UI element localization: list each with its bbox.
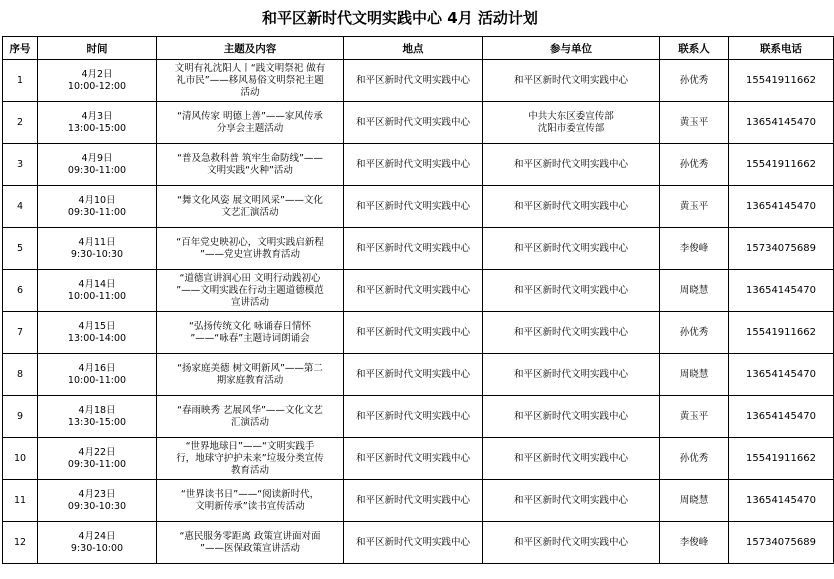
row-place: 和平区新时代文明实践中心 <box>344 270 483 312</box>
header-phone: 联系电话 <box>729 37 834 60</box>
row-date: 4月15日 <box>78 320 116 332</box>
row-units <box>483 186 660 228</box>
row-date: 4月11日 <box>78 236 116 248</box>
row-topic-line: 汇演活动 <box>230 416 269 428</box>
row-time-range: 13:00-15:00 <box>67 122 127 134</box>
row-time-range: 09:30-11:00 <box>67 206 127 218</box>
row-date: 4月23日 <box>78 488 116 500</box>
row-topic-line: 文明实践“火种”活动 <box>207 164 293 176</box>
row-topic <box>157 60 344 102</box>
row-phone: 13654145470 <box>729 186 834 228</box>
header-topic: 主题及内容 <box>157 37 344 60</box>
row-time <box>38 228 157 270</box>
row-unit-line: 沈阳市委宣传部 <box>537 122 605 134</box>
row-phone: 13654145470 <box>729 396 834 438</box>
row-time <box>38 60 157 102</box>
row-contact: 孙优秀 <box>660 60 729 102</box>
row-topic-line: ”——文明实践在行动主题道德模范 <box>176 284 324 296</box>
row-contact: 黄玉平 <box>660 186 729 228</box>
row-topic-line: 活动 <box>240 86 260 98</box>
table-row <box>3 102 834 144</box>
row-phone: 13654145470 <box>729 354 834 396</box>
row-time-range: 9:30-10:30 <box>70 248 124 260</box>
row-date: 4月9日 <box>81 152 113 164</box>
row-time <box>38 270 157 312</box>
header-units: 参与单位 <box>483 37 660 60</box>
row-phone: 15734075689 <box>729 522 834 564</box>
row-topic <box>157 270 344 312</box>
row-date: 4月24日 <box>78 530 116 542</box>
page-title: 和平区新时代文明实践中心 4月 活动计划 <box>262 9 538 27</box>
row-units <box>483 480 660 522</box>
row-time-range: 10:00-11:00 <box>67 374 127 386</box>
row-topic <box>157 228 344 270</box>
table-row <box>3 312 834 354</box>
row-topic-line: ”——“咏春”主题诗词朗诵会 <box>190 332 310 344</box>
row-time-range: 09:30-11:00 <box>67 458 127 470</box>
activity-plan-table <box>2 36 834 564</box>
row-index: 6 <box>3 270 38 312</box>
row-topic-line: 教育活动 <box>230 464 269 476</box>
row-contact: 孙优秀 <box>660 144 729 186</box>
row-phone: 13654145470 <box>729 102 834 144</box>
table-row <box>3 186 834 228</box>
row-time-range: 9:30-10:00 <box>70 542 124 554</box>
row-topic-line: “清风传家 明德上善”——家风传承 <box>177 110 323 122</box>
row-units <box>483 354 660 396</box>
row-contact: 周晓慧 <box>660 354 729 396</box>
row-place: 和平区新时代文明实践中心 <box>344 228 483 270</box>
row-contact: 李俊峰 <box>660 228 729 270</box>
row-topic-line: 礼市民”——移风易俗文明祭祀主题 <box>176 74 324 86</box>
row-contact: 李俊峰 <box>660 522 729 564</box>
row-topic <box>157 144 344 186</box>
row-phone: 13654145470 <box>729 480 834 522</box>
row-topic-line: “弘扬传统文化 咏诵春日情怀 <box>189 320 311 332</box>
row-place: 和平区新时代文明实践中心 <box>344 312 483 354</box>
row-time <box>38 102 157 144</box>
row-contact: 孙优秀 <box>660 312 729 354</box>
table-row <box>3 354 834 396</box>
row-unit-line: 中共大东区委宣传部 <box>528 110 614 122</box>
row-time-range: 09:30-10:30 <box>67 500 127 512</box>
row-time-range: 13:00-14:00 <box>67 332 127 344</box>
row-date: 4月10日 <box>78 194 116 206</box>
row-units <box>483 396 660 438</box>
row-date: 4月2日 <box>81 68 113 80</box>
row-topic-line: 分享会主题活动 <box>216 122 284 134</box>
row-phone: 15541911662 <box>729 438 834 480</box>
header-contact: 联系人 <box>660 37 729 60</box>
table-row <box>3 144 834 186</box>
table-row <box>3 270 834 312</box>
row-date: 4月18日 <box>78 404 116 416</box>
row-place: 和平区新时代文明实践中心 <box>344 480 483 522</box>
table-row <box>3 480 834 522</box>
row-unit-line: 和平区新时代文明实践中心 <box>513 326 628 338</box>
header-index: 序号 <box>3 37 38 60</box>
row-topic-line: “舞文化风姿 展文明风采”——文化 <box>177 194 323 206</box>
row-date: 4月3日 <box>81 110 113 122</box>
row-topic <box>157 312 344 354</box>
row-time-range: 09:30-11:00 <box>67 164 127 176</box>
row-phone: 15541911662 <box>729 144 834 186</box>
row-topic-line: “春雨映秀 艺展风华”——文化文艺 <box>177 404 323 416</box>
row-topic-line: 文明有礼沈阳人丨“践文明祭祀 做有 <box>174 62 326 74</box>
row-topic-line: ”——党史宣讲教育活动 <box>200 248 300 260</box>
row-time <box>38 312 157 354</box>
row-unit-line: 和平区新时代文明实践中心 <box>513 368 628 380</box>
row-topic-line: ”——医保政策宣讲活动 <box>200 542 300 554</box>
row-time <box>38 144 157 186</box>
row-topic <box>157 480 344 522</box>
row-index: 4 <box>3 186 38 228</box>
row-index: 11 <box>3 480 38 522</box>
row-place: 和平区新时代文明实践中心 <box>344 186 483 228</box>
table-row <box>3 438 834 480</box>
row-unit-line: 和平区新时代文明实践中心 <box>513 494 628 506</box>
row-topic <box>157 396 344 438</box>
row-units <box>483 438 660 480</box>
table-row <box>3 522 834 564</box>
row-index: 10 <box>3 438 38 480</box>
row-place: 和平区新时代文明实践中心 <box>344 144 483 186</box>
header-time: 时间 <box>38 37 157 60</box>
row-topic-line: “普及急救科普 筑牢生命防线”—— <box>177 152 323 164</box>
row-contact: 周晓慧 <box>660 480 729 522</box>
row-units <box>483 522 660 564</box>
table-row <box>3 60 834 102</box>
row-place: 和平区新时代文明实践中心 <box>344 102 483 144</box>
row-units <box>483 144 660 186</box>
row-phone: 15541911662 <box>729 312 834 354</box>
row-topic-line: 宣讲活动 <box>230 296 269 308</box>
row-phone: 13654145470 <box>729 270 834 312</box>
row-units <box>483 228 660 270</box>
table-row <box>3 396 834 438</box>
row-unit-line: 和平区新时代文明实践中心 <box>513 74 628 86</box>
row-topic-line: 文明新传承”读书宣传活动 <box>195 500 305 512</box>
row-time <box>38 354 157 396</box>
row-time-range: 13:30-15:00 <box>67 416 127 428</box>
row-topic-line: “扬家庭美德 树文明新风”——第二 <box>177 362 323 374</box>
row-time <box>38 396 157 438</box>
row-place: 和平区新时代文明实践中心 <box>344 396 483 438</box>
row-topic-line: 文艺汇演活动 <box>221 206 279 218</box>
row-units <box>483 60 660 102</box>
row-topic <box>157 438 344 480</box>
row-time <box>38 438 157 480</box>
row-topic-line: “惠民服务零距离 政策宣讲面对面 <box>179 530 321 542</box>
row-time <box>38 522 157 564</box>
row-place: 和平区新时代文明实践中心 <box>344 522 483 564</box>
row-index: 8 <box>3 354 38 396</box>
row-unit-line: 和平区新时代文明实践中心 <box>513 200 628 212</box>
row-place: 和平区新时代文明实践中心 <box>344 438 483 480</box>
row-contact: 周晓慧 <box>660 270 729 312</box>
row-topic-line: “百年党史映初心，文明实践启新程 <box>176 236 324 248</box>
row-index: 3 <box>3 144 38 186</box>
row-topic <box>157 102 344 144</box>
row-units <box>483 102 660 144</box>
row-index: 12 <box>3 522 38 564</box>
row-date: 4月16日 <box>78 362 116 374</box>
row-phone: 15541911662 <box>729 60 834 102</box>
row-unit-line: 和平区新时代文明实践中心 <box>513 158 628 170</box>
table-row <box>3 228 834 270</box>
row-topic-line: “世界地球日”——“文明实践手 <box>185 440 315 452</box>
row-topic <box>157 354 344 396</box>
row-time <box>38 480 157 522</box>
row-unit-line: 和平区新时代文明实践中心 <box>513 242 628 254</box>
row-topic <box>157 186 344 228</box>
row-units <box>483 312 660 354</box>
row-time <box>38 186 157 228</box>
row-contact: 黄玉平 <box>660 396 729 438</box>
row-unit-line: 和平区新时代文明实践中心 <box>513 452 628 464</box>
row-time-range: 10:00-11:00 <box>67 290 127 302</box>
row-phone: 15734075689 <box>729 228 834 270</box>
row-place: 和平区新时代文明实践中心 <box>344 60 483 102</box>
row-contact: 黄玉平 <box>660 102 729 144</box>
row-index: 9 <box>3 396 38 438</box>
row-unit-line: 和平区新时代文明实践中心 <box>513 284 628 296</box>
row-topic <box>157 522 344 564</box>
row-contact: 孙优秀 <box>660 438 729 480</box>
row-topic-line: “道德宣讲润心田 文明行动践初心 <box>179 272 321 284</box>
row-index: 2 <box>3 102 38 144</box>
row-unit-line: 和平区新时代文明实践中心 <box>513 536 628 548</box>
row-unit-line: 和平区新时代文明实践中心 <box>513 410 628 422</box>
row-index: 5 <box>3 228 38 270</box>
row-topic-line: 行，地球守护护未来”垃圾分类宣传 <box>176 452 324 464</box>
row-units <box>483 270 660 312</box>
row-topic-line: 期家庭教育活动 <box>216 374 284 386</box>
row-topic-line: “世界读书日”——“阅读新时代， <box>180 488 320 500</box>
table-header-row <box>3 37 834 60</box>
row-date: 4月22日 <box>78 446 116 458</box>
header-place: 地点 <box>344 37 483 60</box>
row-index: 7 <box>3 312 38 354</box>
row-time-range: 10:00-12:00 <box>67 80 127 92</box>
row-date: 4月14日 <box>78 278 116 290</box>
row-place: 和平区新时代文明实践中心 <box>344 354 483 396</box>
row-index: 1 <box>3 60 38 102</box>
